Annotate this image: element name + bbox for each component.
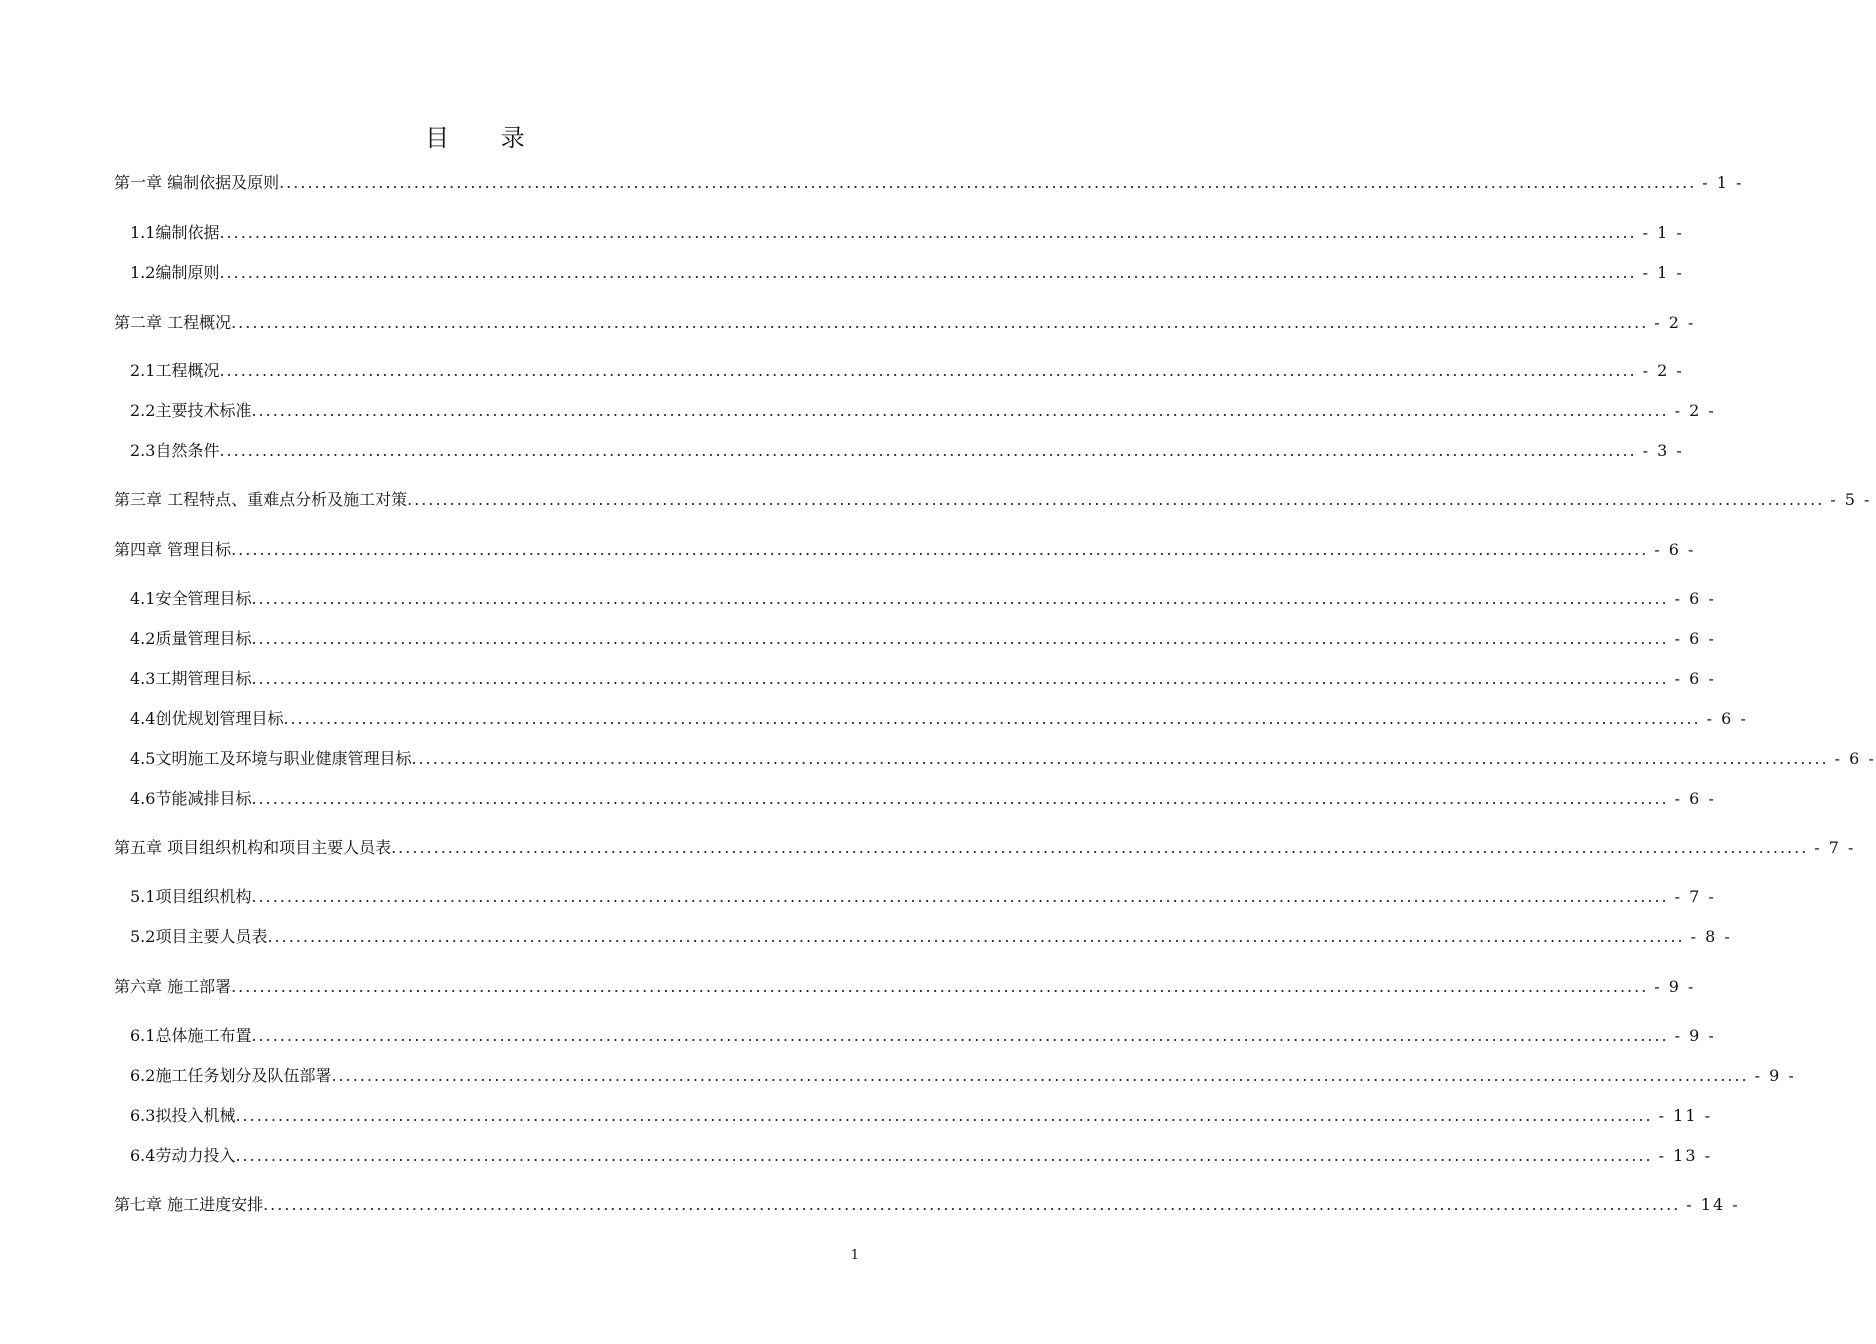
toc-entry-text: 4.1安全管理目标 [130, 589, 252, 608]
toc-entry[interactable] [130, 359, 1684, 383]
toc-entry-text: 2.2主要技术标准 [130, 401, 252, 420]
toc-entry[interactable] [130, 1104, 1712, 1128]
toc-entry[interactable] [130, 787, 1716, 811]
toc-leader-dots: ........................................................................................................................................................................................................ [407, 490, 1825, 509]
toc-entry-text: 6.2施工任务划分及队伍部署 [130, 1066, 332, 1085]
toc-leader-dots: ........................................................................................................................................................................................................ [267, 927, 1685, 946]
toc-entry-text: 4.5文明施工及环境与职业健康管理目标 [130, 749, 412, 768]
toc-entry-page: - 11 - [1658, 1106, 1712, 1125]
toc-entry-text: 第七章 施工进度安排 [114, 1195, 264, 1214]
toc-entry-text: 1.1编制依据 [130, 223, 220, 242]
toc-entry-page: - 3 - [1642, 441, 1684, 460]
toc-entry[interactable] [114, 1193, 1740, 1217]
toc-entry-text: 第四章 管理目标 [114, 540, 232, 559]
toc-entry-text: 第五章 项目组织机构和项目主要人员表 [114, 838, 392, 857]
toc-leader-dots: ........................................................................................................................................................................................................ [263, 1195, 1681, 1214]
toc-entry-text: 4.6节能减排目标 [130, 789, 252, 808]
toc-entry-page: - 2 - [1674, 401, 1716, 420]
toc-entry-text: 第六章 施工部署 [114, 977, 232, 996]
toc-entry[interactable] [114, 488, 1872, 512]
toc-entry-page: - 1 - [1642, 223, 1684, 242]
toc-leader-dots: ........................................................................................................................................................................................................ [283, 709, 1701, 728]
toc-leader-dots: ........................................................................................................................................................................................................ [231, 313, 1649, 332]
toc-entry-page: - 6 - [1706, 709, 1748, 728]
toc-entry[interactable] [130, 1144, 1712, 1168]
toc-leader-dots: ........................................................................................................................................................................................................ [219, 361, 1637, 380]
toc-entry[interactable] [114, 171, 1744, 195]
toc-entry-text: 5.1项目组织机构 [130, 887, 252, 906]
toc-entry[interactable] [130, 221, 1684, 245]
toc-entry-page: - 13 - [1658, 1146, 1712, 1165]
toc-entry[interactable] [130, 261, 1684, 285]
toc-leader-dots: ........................................................................................................................................................................................................ [411, 749, 1829, 768]
toc-entry-page: - 7 - [1674, 887, 1716, 906]
toc-entry-text: 6.1总体施工布置 [130, 1026, 252, 1045]
toc-entry[interactable] [130, 439, 1684, 463]
toc-entry-page: - 14 - [1686, 1195, 1740, 1214]
toc-leader-dots: ........................................................................................................................................................................................................ [251, 629, 1669, 648]
toc-entry[interactable] [114, 311, 1696, 335]
toc-entry[interactable] [114, 975, 1696, 999]
toc-entry[interactable] [114, 538, 1696, 562]
toc-leader-dots: ........................................................................................................................................................................................................ [231, 540, 1649, 559]
toc-entry-page: - 6 - [1834, 749, 1876, 768]
toc-leader-dots: ........................................................................................................................................................................................................ [331, 1066, 1749, 1085]
toc-entry[interactable] [130, 1024, 1716, 1048]
toc-leader-dots: ........................................................................................................................................................................................................ [235, 1106, 1653, 1125]
toc-entry-page: - 1 - [1642, 263, 1684, 282]
toc-entry-page: - 2 - [1642, 361, 1684, 380]
toc-leader-dots: ........................................................................................................................................................................................................ [251, 1026, 1669, 1045]
toc-entry-page: - 6 - [1674, 629, 1716, 648]
toc-entry-text: 第三章 工程特点、重难点分析及施工对策 [114, 490, 408, 509]
toc-entry[interactable] [130, 707, 1748, 731]
toc-entry-page: - 8 - [1690, 927, 1732, 946]
toc-leader-dots: ........................................................................................................................................................................................................ [219, 441, 1637, 460]
toc-entry-text: 2.3自然条件 [130, 441, 220, 460]
toc-title: 目 录 [425, 124, 547, 152]
toc-leader-dots: ........................................................................................................................................................................................................ [251, 887, 1669, 906]
toc-entry-text: 4.4创优规划管理目标 [130, 709, 284, 728]
toc-entry-page: - 6 - [1674, 789, 1716, 808]
toc-leader-dots: ........................................................................................................................................................................................................ [251, 589, 1669, 608]
toc-entry[interactable] [130, 747, 1876, 771]
page-number: 1 [850, 1248, 859, 1263]
toc-entry[interactable] [130, 1064, 1796, 1088]
toc-entry-page: - 9 - [1674, 1026, 1716, 1045]
toc-leader-dots: ........................................................................................................................................................................................................ [231, 977, 1649, 996]
toc-entry-page: - 6 - [1654, 540, 1696, 559]
toc-entry-page: - 6 - [1674, 669, 1716, 688]
toc-entry-text: 第二章 工程概况 [114, 313, 232, 332]
toc-entry[interactable] [130, 885, 1716, 909]
toc-entry-page: - 9 - [1654, 977, 1696, 996]
toc-entry-page: - 7 - [1814, 838, 1856, 857]
toc-entry-page: - 6 - [1674, 589, 1716, 608]
toc-entry-page: - 1 - [1702, 173, 1744, 192]
toc-entry-page: - 9 - [1754, 1066, 1796, 1085]
toc-entry-text: 6.3拟投入机械 [130, 1106, 236, 1125]
toc-leader-dots: ........................................................................................................................................................................................................ [251, 401, 1669, 420]
toc-entry-text: 4.2质量管理目标 [130, 629, 252, 648]
toc-leader-dots: ........................................................................................................................................................................................................ [219, 223, 1637, 242]
toc-leader-dots: ........................................................................................................................................................................................................ [391, 838, 1809, 857]
toc-leader-dots: ........................................................................................................................................................................................................ [251, 789, 1669, 808]
toc-entry[interactable] [114, 836, 1856, 860]
toc-entry-text: 1.2编制原则 [130, 263, 220, 282]
toc-entry[interactable] [130, 627, 1716, 651]
toc-leader-dots: ........................................................................................................................................................................................................ [251, 669, 1669, 688]
toc-leader-dots: ........................................................................................................................................................................................................ [219, 263, 1637, 282]
toc-entry-page: - 5 - [1830, 490, 1872, 509]
toc-entry-page: - 2 - [1654, 313, 1696, 332]
toc-entry[interactable] [130, 587, 1716, 611]
toc-leader-dots: ........................................................................................................................................................................................................ [235, 1146, 1653, 1165]
toc-entry[interactable] [130, 925, 1732, 949]
toc-entry-text: 6.4劳动力投入 [130, 1146, 236, 1165]
toc-entry-text: 4.3工期管理目标 [130, 669, 252, 688]
toc-entry[interactable] [130, 399, 1716, 423]
toc-entry-text: 5.2项目主要人员表 [130, 927, 268, 946]
toc-leader-dots: ........................................................................................................................................................................................................ [279, 173, 1697, 192]
toc-entry-text: 第一章 编制依据及原则 [114, 173, 280, 192]
toc-entry-text: 2.1工程概况 [130, 361, 220, 380]
toc-entry[interactable] [130, 667, 1716, 691]
